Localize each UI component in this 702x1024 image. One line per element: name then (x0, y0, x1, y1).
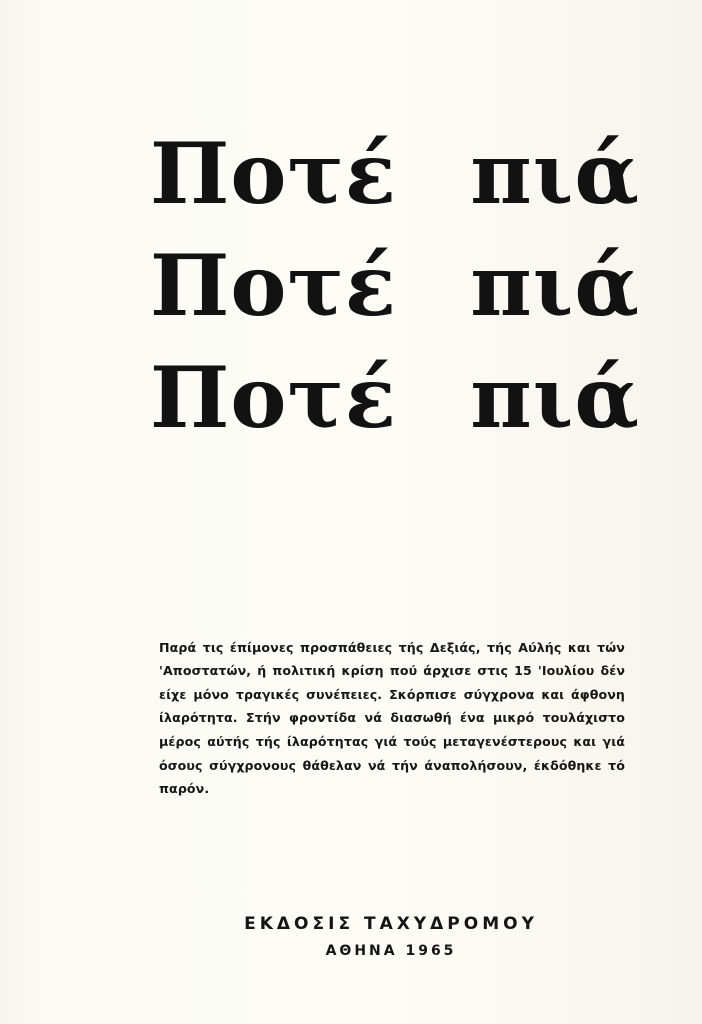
publisher-footer (150, 911, 632, 965)
title-word-pote: Ποτέ (150, 124, 397, 223)
publication-place-year: ΑΘΗΝΑ 1965 (325, 943, 457, 959)
title-word-pote: Ποτέ (150, 236, 397, 335)
publisher-name: ΕΚΔΟΣΙΣ ΤΑΧΥΔΡΟΜΟΥ (244, 914, 538, 934)
title-line (150, 342, 640, 454)
title-line (150, 230, 640, 342)
title-word-pia: πιά (470, 348, 640, 447)
title-word-pote: Ποτέ (150, 348, 397, 447)
title-word-pia: πιά (470, 236, 640, 335)
title-word-pia: πιά (470, 124, 640, 223)
title-line (150, 118, 640, 230)
intro-paragraph: Παρά τις έπίμονες προσπάθειες τής Δεξιάς, τής Αύλής και τών 'Αποστατών, ή πολιτική κρίση πού άρχισε στις 15 'Ιουλίου δέν είχε μόνο τραγικές συνέπειες. Σκόρπισε σύγχρονα και άφθονη ίλαρότητα. Στήν φροντίδα νά διασωθή ένα μικρό τουλάχιστο μέρος αύτής τής ίλαρότητας γιά τούς μεταγενέστερους και γιά όσους σύγχρονους θάθελαν νά τήν άναπολήσουν, έκδόθηκε τό παρόν. (159, 639, 625, 797)
title-block (150, 118, 640, 454)
